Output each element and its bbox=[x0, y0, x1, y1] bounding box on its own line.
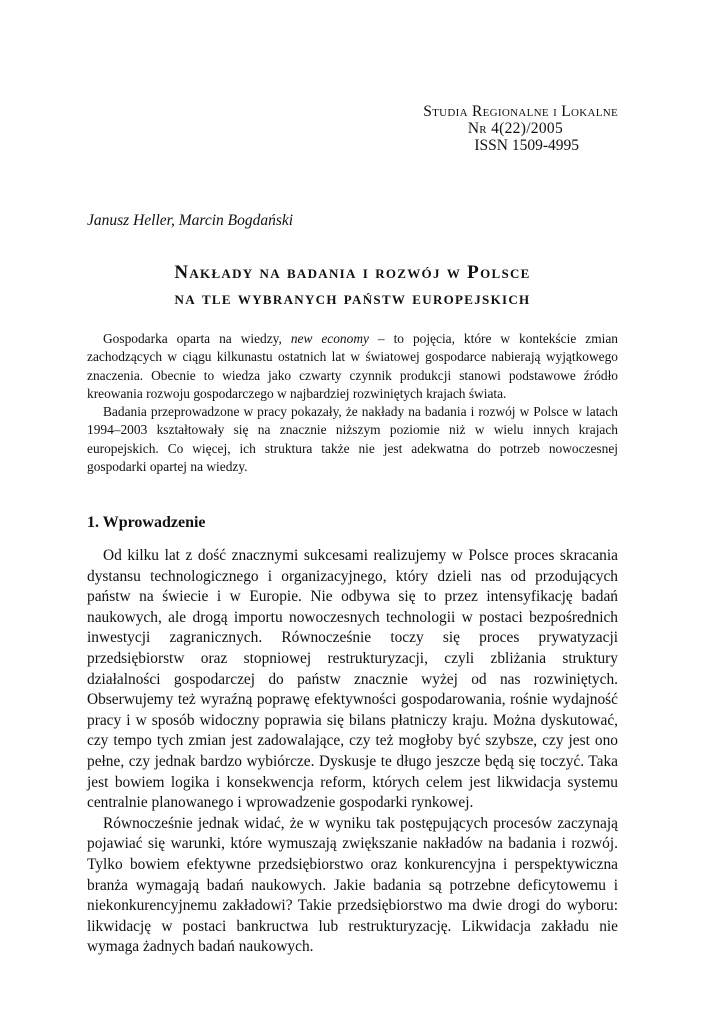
body-paragraph-2: Równocześnie jednak widać, że w wyniku tak postępujących procesów zaczynają pojawiać się warunki, które wymuszają zwiększanie nakładów na badania i rozwój. Tylko bowiem efektywne przedsiębiorstwo oraz konkurencyjna i perspektywiczna branża wymagają badań naukowych. Jakie badania są potrzebne deficytowemu i niekonkurencyjnemu zakładowi? Takie przedsiębiorstwo ma dwie drogi do wyboru: likwidację w postaci bankructwa lub restrukturyzację. Likwidacja zakładu nie wymaga żadnych badań naukowych. bbox=[87, 814, 618, 956]
abstract-italic-term: new economy bbox=[290, 331, 369, 346]
abstract bbox=[87, 330, 618, 476]
journal-header bbox=[423, 103, 618, 154]
journal-issn: ISSN 1509-4995 bbox=[474, 137, 579, 154]
journal-name: Studia Regionalne i Lokalne bbox=[423, 103, 618, 120]
authors: Janusz Heller, Marcin Bogdański bbox=[87, 212, 294, 229]
journal-number: Nr 4(22)/2005 bbox=[467, 120, 563, 137]
body-paragraph-1: Od kilku lat z dość znacznymi sukcesami realizujemy w Polsce proces skracania dystansu technologicznego i organizacyjnego, który dzieli nas od przodujących państw na świecie i w Europie. Nie odbywa się to przez intensyfikację badań naukowych, ale drogą importu nowoczesnych technologii w postaci bezpośrednich inwestycji zagranicznych. Równocześnie toczy się proces prywatyzacji przedsiębiorstw oraz stopniowej restrukturyzacji, czyli zbliżania struktury działalności gospodarczej do państw znacznie wyżej od nas rozwiniętych. Obserwujemy też wyraźną poprawę efektywności gospodarowania, rośnie wydajność pracy i w sposób widoczny poprawia się bilans płatniczy kraju. Można dyskutować, czy tempo tych zmian jest zadowalające, czy też mogłoby być szybsze, czy jest ono pełne, czy jednak bardzo wybiórcze. Dyskusje te długo jeszcze będą się toczyć. Taka jest bowiem logika i konsekwencja reform, których celem jest likwidacja systemu centralnie planowanego i wprowadzenie gospodarki rynkowej. bbox=[87, 547, 618, 812]
article-title bbox=[87, 260, 618, 312]
abstract-text-end: – to pojęcia, które w kontekście zmian zachodzących w ciągu kilkunastu ostatnich lat w światowej gospodarce nabierają wyjątkowego znaczenia. Obecnie to wiedza jako czwarty czynnik produkcji stanowi podstawowe źródło kreowania rozwoju gospodarczego w najbardziej rozwiniętych krajach świata. bbox=[87, 331, 618, 401]
abstract-text-start: Gospodarka oparta na wiedzy, bbox=[103, 331, 291, 346]
title-line-1: Nakłady na badania i rozwój w Polsce bbox=[174, 262, 531, 283]
abstract-paragraph-2: Badania przeprowadzone w pracy pokazały, że nakłady na badania i rozwój w Polsce w latach 1994–2003 kształtowały się na znacznie niższym poziomie niż w wielu innych krajach europejskich. Co więcej, ich struktura także nie jest adekwatna do potrzeb nowoczesnej gospodarki opartej na wiedzy. bbox=[87, 404, 618, 475]
title-line-2: na tle wybranych państw europejskich bbox=[174, 288, 531, 309]
body-text bbox=[87, 546, 618, 958]
section-heading: 1. Wprowadzenie bbox=[87, 514, 206, 531]
abstract-paragraph-1 bbox=[87, 330, 618, 403]
